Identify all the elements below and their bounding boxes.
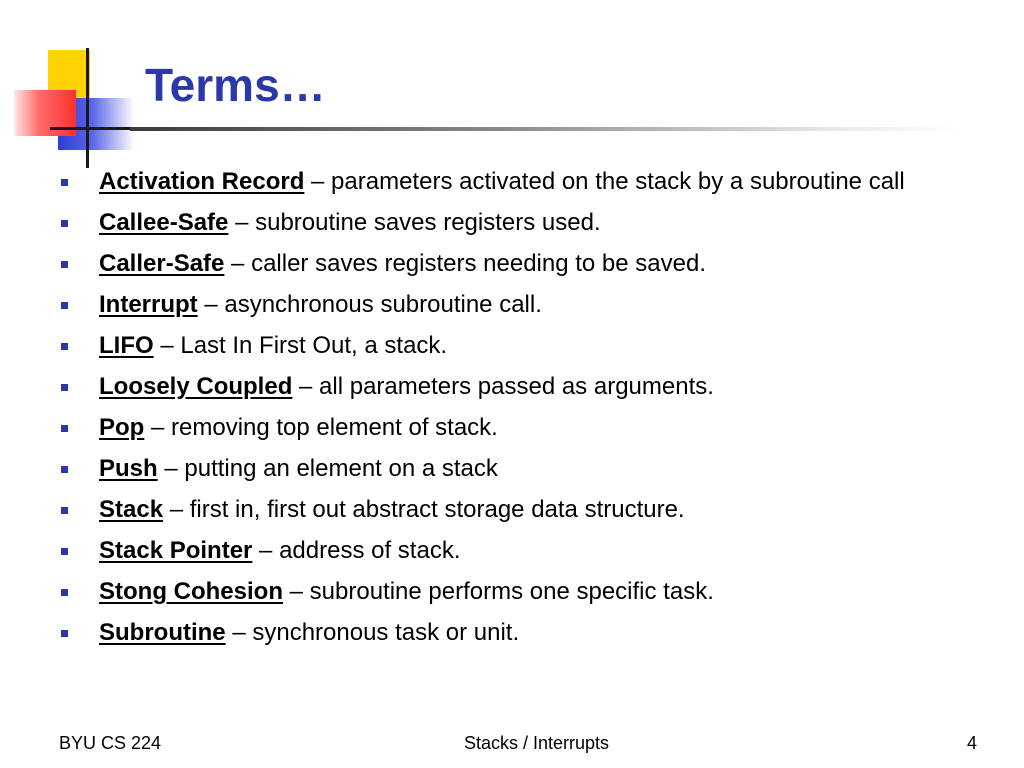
term-name: Callee-Safe	[99, 209, 229, 236]
term-definition: – subroutine performs one specific task.	[282, 578, 714, 605]
term-item	[58, 166, 918, 198]
term-definition: – parameters activated on the stack by a subroutine call	[304, 168, 905, 195]
term-definition: – asynchronous subroutine call.	[197, 291, 542, 318]
term-name: Caller-Safe	[99, 250, 225, 277]
square-bullet-icon	[61, 630, 68, 637]
term-definition: – Last In First Out, a stack.	[153, 332, 448, 359]
term-definition: – putting an element on a stack	[157, 455, 498, 482]
term-item	[58, 535, 918, 567]
term-item	[58, 207, 918, 239]
logo-horizontal-line	[50, 127, 130, 130]
square-bullet-icon	[61, 548, 68, 555]
footer-topic: Stacks / Interrupts	[464, 733, 610, 753]
term-item	[58, 330, 918, 362]
term-item	[58, 494, 918, 526]
term-name: LIFO	[99, 332, 154, 359]
term-definition: – all parameters passed as arguments.	[292, 373, 714, 400]
term-definition: – address of stack.	[252, 537, 461, 564]
term-item	[58, 289, 918, 321]
square-bullet-icon	[61, 384, 68, 391]
term-item	[58, 617, 918, 649]
term-name: Stack	[99, 496, 164, 523]
terms-list	[58, 166, 918, 658]
square-bullet-icon	[61, 466, 68, 473]
square-bullet-icon	[61, 179, 68, 186]
footer-course: BYU CS 224	[59, 733, 162, 753]
term-name: Stong Cohesion	[99, 578, 283, 605]
term-definition: – subroutine saves registers used.	[228, 209, 601, 236]
term-item	[58, 371, 918, 403]
term-item	[58, 453, 918, 485]
term-definition: – removing top element of stack.	[144, 414, 498, 441]
term-name: Stack Pointer	[99, 537, 253, 564]
square-bullet-icon	[61, 425, 68, 432]
square-bullet-icon	[61, 343, 68, 350]
term-name: Pop	[99, 414, 145, 441]
term-definition: – caller saves registers needing to be saved.	[224, 250, 706, 277]
footer-page-number: 4	[967, 733, 978, 753]
term-name: Push	[99, 455, 158, 482]
term-item	[58, 412, 918, 444]
term-item	[58, 248, 918, 280]
term-name: Activation Record	[99, 168, 305, 195]
square-bullet-icon	[61, 302, 68, 309]
square-bullet-icon	[61, 507, 68, 514]
term-name: Subroutine	[99, 619, 226, 646]
slide-template-logo	[0, 0, 140, 170]
term-definition: – synchronous task or unit.	[225, 619, 520, 646]
square-bullet-icon	[61, 220, 68, 227]
title-underline-rule	[130, 127, 960, 131]
term-name: Loosely Coupled	[99, 373, 293, 400]
logo-vertical-line	[86, 48, 89, 168]
square-bullet-icon	[61, 589, 68, 596]
term-item	[58, 576, 918, 608]
term-definition: – first in, first out abstract storage data structure.	[163, 496, 685, 523]
slide-title: Terms…	[145, 59, 326, 111]
square-bullet-icon	[61, 261, 68, 268]
term-name: Interrupt	[99, 291, 198, 318]
